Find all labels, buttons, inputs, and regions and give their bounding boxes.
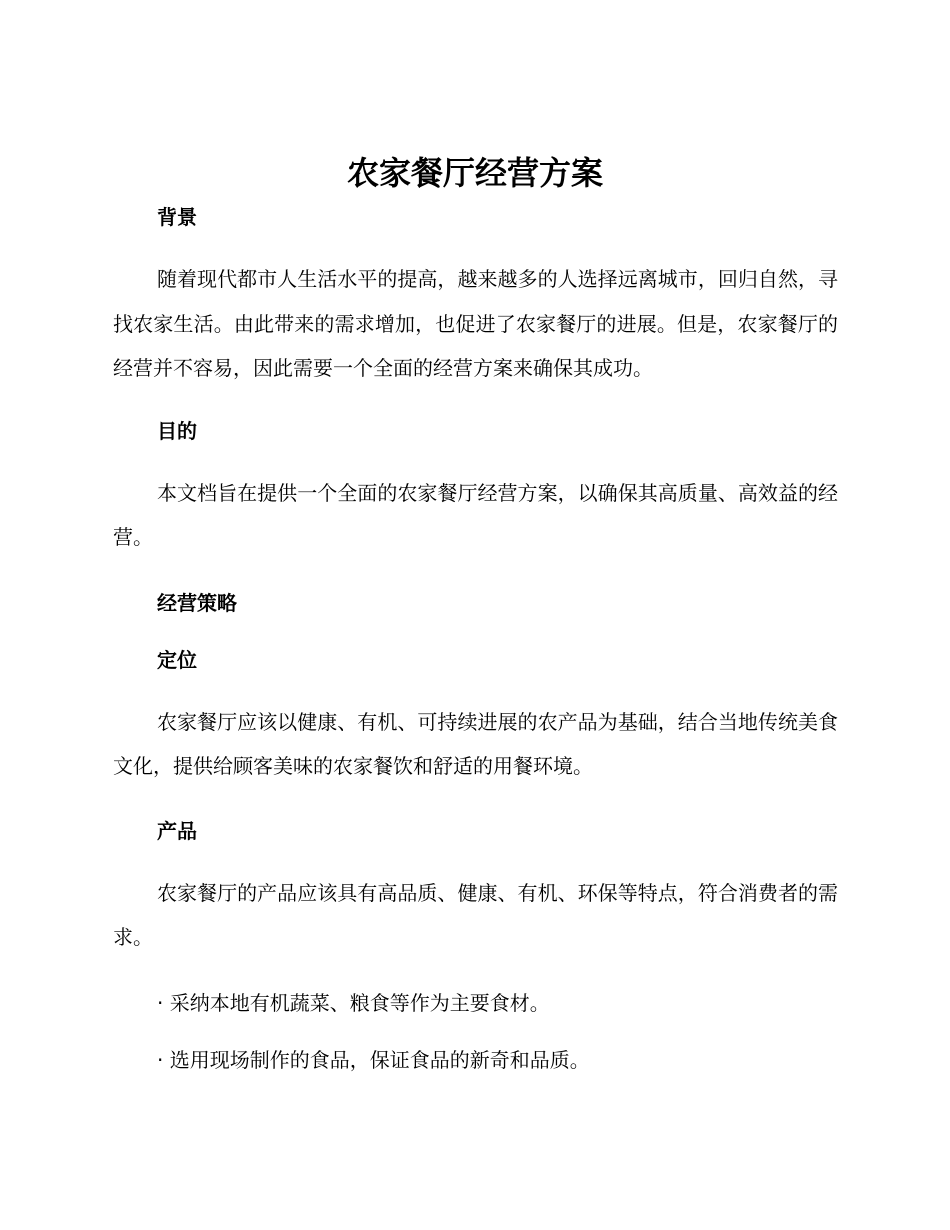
document-body [113, 202, 838, 1075]
paragraph-background: 随着现代都市人生活水平的提高，越来越多的人选择远离城市，回归自然，寻找农家生活。由此带来的需求增加，也促进了农家餐厅的进展。但是，农家餐厅的经营并不容易，因此需要一个全面的经营方案来确保其成功。 [113, 267, 838, 380]
list-item: · 采纳本地有机蔬菜、粮食等作为主要食材。 [157, 990, 550, 1015]
section-heading-positioning: 定位 [157, 647, 197, 672]
paragraph-positioning: 农家餐厅应该以健康、有机、可持续进展的农产品为基础，结合当地传统美食文化，提供给顾客美味的农家餐饮和舒适的用餐环境。 [113, 709, 838, 778]
section-heading-purpose: 目的 [157, 418, 197, 443]
document-title: 农家餐厅经营方案 [346, 154, 603, 192]
list-item: · 选用现场制作的食品，保证食品的新奇和品质。 [157, 1047, 590, 1072]
section-heading-background: 背景 [157, 205, 197, 229]
paragraph-product: 农家餐厅的产品应该具有高品质、健康、有机、环保等特点，符合消费者的需求。 [113, 880, 838, 949]
section-heading-strategy: 经营策略 [157, 590, 237, 615]
section-heading-product: 产品 [157, 818, 197, 843]
paragraph-purpose: 本文档旨在提供一个全面的农家餐厅经营方案，以确保其高质量、高效益的经营。 [113, 480, 838, 549]
